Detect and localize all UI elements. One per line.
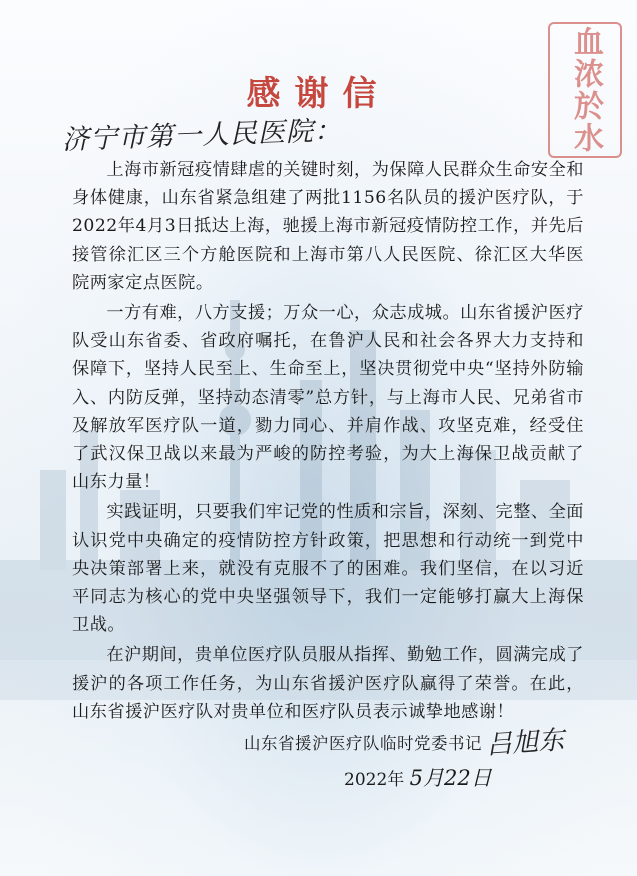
date-year: 2022年 [344, 770, 405, 790]
handwritten-signature: 吕旭东 [485, 725, 566, 761]
red-seal-watermark: 血浓於水 [548, 22, 622, 158]
letter-date [344, 762, 492, 792]
date-handwritten: 5月22日 [409, 766, 492, 790]
paragraph-4: 在沪期间，贵单位医疗队员服从指挥、勤勉工作，圆满完成了援沪的各项工作任务，为山东省援沪医疗队赢得了荣誉。在此，山东省援沪医疗队对贵单位和医疗队员表示诚挚地感谢！ [72, 645, 584, 722]
letter-title: 感谢信 [246, 74, 391, 114]
signer-title: 山东省援沪医疗队临时党委书记 [244, 734, 482, 753]
paragraph-3: 实践证明，只要我们牢记党的性质和宗旨，深刻、完整、全面认识党中央确定的疫情防控方针政策，把思想和行动统一到党中央决策部署上来，就没有克服不了的困难。我们坚信，在以习近平同志为核心的党中央坚强领导下，我们一定能够打赢大上海保卫战。 [72, 502, 584, 636]
salutation: 济宁市第一人民医院： [61, 115, 343, 156]
paragraph-1: 上海市新冠疫情肆虐的关键时刻，为保障人民群众生命安全和身体健康，山东省紧急组建了两批1156名队员的援沪医疗队，于2022年4月3日抵达上海，驰援上海市新冠疫情防控工作，并先后接管徐汇区三个方舱医院和上海市第八人民医院、徐汇区大华医院两家定点医院。 [72, 160, 584, 293]
letter-body [72, 156, 584, 728]
paragraph-2: 一方有难，八方支援；万众一心，众志成城。山东省援沪医疗队受山东省委、省政府嘱托，在鲁沪人民和社会各界大力支持和保障下，坚持人民至上、生命至上，坚决贯彻党中央“坚持外防输入、内防反弹，坚持动态清零”总方针，与上海市人民、兄弟省市及解放军医疗队一道，勠力同心、并肩作战、攻坚克难，经受住了武汉保卫战以来最为严峻的防控考验，为大上海保卫战贡献了山东力量！ [72, 303, 584, 493]
